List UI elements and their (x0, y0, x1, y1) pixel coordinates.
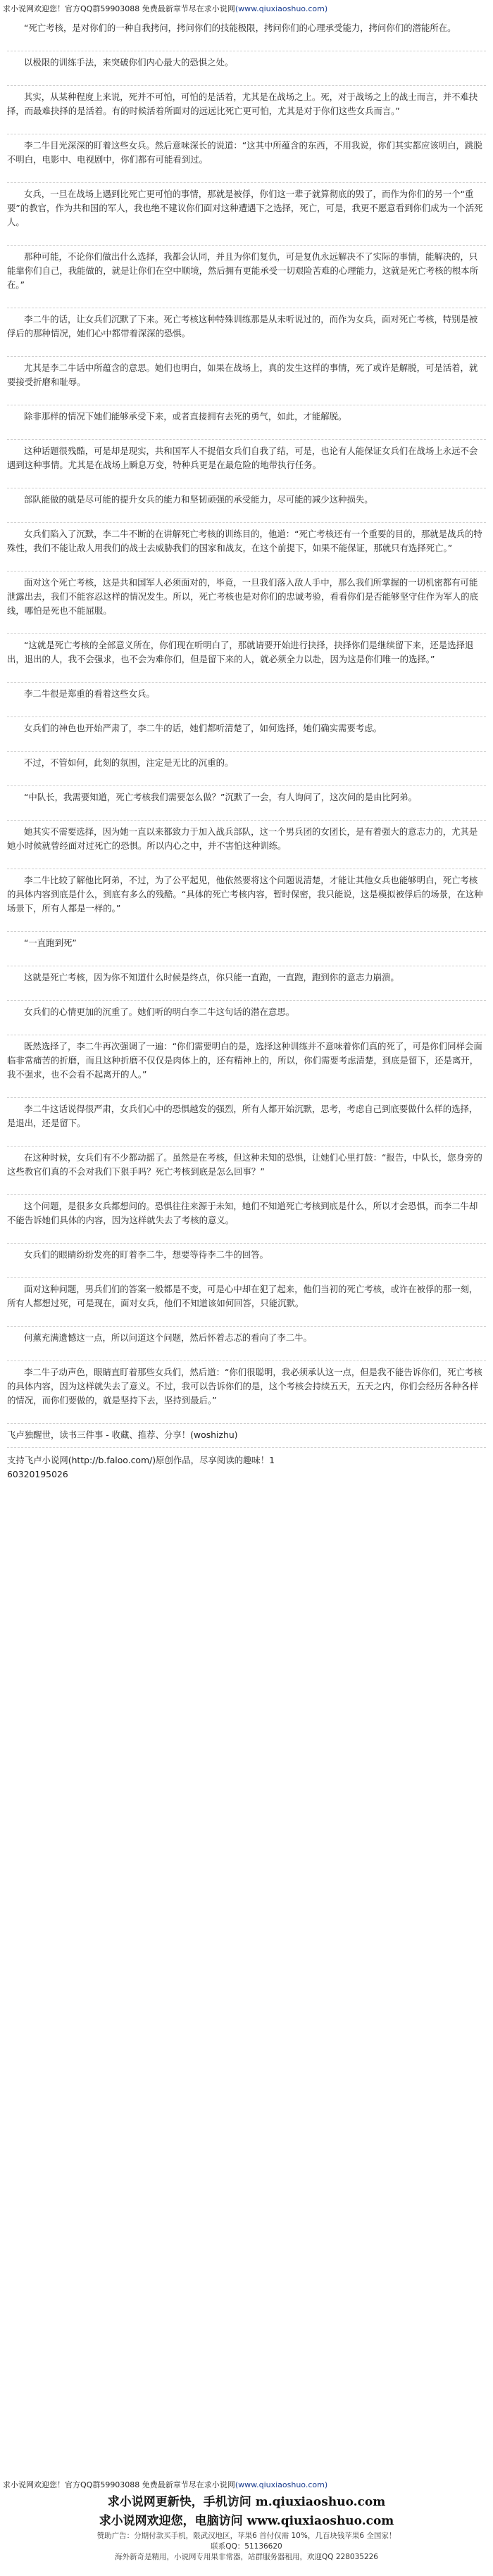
paragraph: 这种话题很残酷，可是却是现实，共和国军人不提倡女兵们自我了结，可是，也论有人能保证女兵们在战场上永远不会遇到这种事情。尤其是在战场上瞬息万变，特种兵更是在最危险的地带执行任务。 (7, 444, 486, 488)
paragraph: 女兵们陷入了沉默，李二牛不断的在讲解死亡考核的训练目的，他道：“死亡考核还有一个重要的目的，那就是战兵的特殊性，我们不能让敌人用我们的战士去威胁我们的国家和战友，在这个前提下，如果不能保证，那就只有选择死亡。” (7, 527, 486, 572)
paragraph: 李二牛很是郑重的看着这些女兵。 (7, 687, 486, 717)
contact-qq: 联系QQ：51136620 (211, 2542, 282, 2551)
paragraph: 女兵们的神色也开始严肃了，李二牛的话，她们都听清楚了，如何选择，她们确实需要考虑。 (7, 721, 486, 752)
site-header (0, 0, 493, 18)
paragraph: 李二牛目光深深的盯着这些女兵。然后意味深长的说道：“这其中所蕴含的东西，不用我说，你们其实都应该明白，跳脱不明白，电影中、电视剧中，你们都有可能看到过。 (7, 139, 486, 183)
site-header-text: 求小说网欢迎您！官方QQ群59903088 免费最新章节尽在求小说网 (3, 4, 235, 13)
paragraph: 面对这种问题，男兵们们的答案一般都是不变，可是心中却在犯了起来，他们当初的死亡考核，或许在被俘的那一刻，所有人都想过死，可是现在，面对女兵，他们不知道该如何回答，只能沉默。 (7, 1282, 486, 1327)
site-footer (0, 2477, 493, 2563)
source-note: 支持飞卢小说网(http://b.faloo.com/)原创作品，尽享阅读的趣味！1 60320195026 (7, 1455, 275, 1479)
site-header-url[interactable]: (www.qiuxiaoshuo.com) (235, 4, 328, 13)
hosting-ad: 海外新奇是精用，小说网专用果非常器，站群服务器租用，欢迎QQ 228035226 (115, 2553, 378, 2561)
footer-site-line: 求小说网欢迎您！官方QQ群59903088 免费最新章节尽在求小说网(www.qiuxiaoshuo.com) (3, 2480, 328, 2489)
share-note: 飞卢独醒世，读书三件事 - 收藏、推荐、分享！(woshizhu) (7, 1429, 238, 1440)
paragraph: 那种可能，不论你们做出什么选择，我都会认同，并且为你们复仇，可是复仇永远解决不了实际的事情，能解决的，只能靠你们自己，我能做的，就是让你们在空中顺境，然后拥有更能承受一切艰险苦难的心理能力，这就是死亡考核的根本所在。” (7, 250, 486, 308)
paragraph: 何薰充满遗憾这一点，所以问道这个问题，然后怀着忐忑的看向了李二牛。 (7, 1331, 486, 1361)
paragraph: 李二牛比较了解他比阿弟，不过，为了公平起见，他依然要将这个问题说清楚，才能让其他女兵也能够明白，死亡考核的具体内容到底是什么，到底有多么的残酷。“具体的死亡考核内容，暂时保密，我只能说，这是模拟被俘后的场景，在这种场景下，所有人都是一样的。” (7, 873, 486, 932)
paragraph: “死亡考核，是对你们的一种自我拷问，拷问你们的技能极限，拷问你们的心理承受能力，拷问你们的潜能所在。 (7, 21, 486, 51)
paragraph: 部队能做的就是尽可能的提升女兵的能力和坚韧顽强的承受能力，尽可能的减少这种损失。 (7, 493, 486, 523)
paragraph: 这就是死亡考核，因为你不知道什么时候是终点，你只能一直跑，一直跑，跑到你的意志力崩溃。 (7, 971, 486, 1001)
mobile-access-line[interactable]: 求小说网更新快，手机访问 m.qiuxiaoshuo.com (107, 2495, 386, 2509)
paragraph: 女兵们的心情更加的沉重了。她们听的明白李二牛这句话的潜在意思。 (7, 1005, 486, 1035)
paragraph: 李二牛的话，让女兵们沉默了下来。死亡考核这种特殊训练那是从未听说过的，而作为女兵，面对死亡考核，特别是被俘后的那种情况，她们心中都带着深深的恐惧。 (7, 312, 486, 357)
paragraph: “中队长，我需要知道，死亡考核我们需要怎么做？”沉默了一会，有人询问了，这次问的是由比阿弟。 (7, 790, 486, 821)
paragraph: 这个问题，是很多女兵都想问的。恐惧往往来源于未知，她们不知道死亡考核到底是什么，所以才会恐惧，而李二牛却不能告诉她们具体的内容，因为这样就失去了考核的意义。 (7, 1199, 486, 1244)
paragraph: 其实，从某种程度上来说，死并不可怕，可怕的是活着，尤其是在战场之上。死，对于战场之上的战士而言，并不难抉择，而最难抉择的是活着。有的时候活着所面对的远远比死亡更可怕，尤其是对于你们这些女兵而言。” (7, 90, 486, 134)
paragraph: 女兵，一旦在战场上遇到比死亡更可怕的事情，那就是被俘，你们这一辈子就算彻底的毁了，而作为你们的另一个“重要”的教官，作为共和国的军人，我也绝不建议你们面对这种遭遇下之选择，死亡，可是，我更不愿意看到你们成为一个活死人。 (7, 187, 486, 246)
paragraph: “一直跑到死” (7, 936, 486, 966)
paragraph: 以极限的训练手法，来突破你们内心最大的恐惧之处。 (7, 56, 486, 86)
paragraph: 李二牛这话说得很严肃，女兵们心中的恐惧越发的强烈，所有人都开始沉默，思考，考虑自己到底要做什么样的选择，是退出，还是留下。 (7, 1102, 486, 1147)
paragraph: 李二牛子动声色，眼睛直盯着那些女兵们，然后道：“你们很聪明，我必须承认这一点，但是我不能告诉你们，死亡考核的具体内容，因为这样就失去了意义。不过，我可以告诉你们的是，这个考核会持续五天，五天之内，你们会经历各种各样的情况，而你们要做的，就是坚持下去，坚持到最后。” (7, 1365, 486, 1424)
paragraph: 除非那样的情况下她们能够承受下来，或者直接拥有去死的勇气，如此，才能解脱。 (7, 410, 486, 440)
paragraph: 尤其是李二牛话中所蕴含的意思。她们也明白，如果在战场上，真的发生这样的事情，死了或许是解脱，可是活着，就要接受折磨和耻辱。 (7, 361, 486, 405)
paragraph: “这就是死亡考核的全部意义所在，你们现在听明白了，那就请要开始进行抉择，抉择你们是继续留下来，还是选择退出，退出的人，我不会强求，也不会为难你们，但是留下来的人，就必须全力以赴，因为这是你们唯一的选择。” (7, 638, 486, 683)
paragraph: 她其实不需要选择，因为她一直以来都致力于加入战兵部队，这一个男兵团的女团长，是有着强大的意志力的，尤其是她小时候就曾经面对过死亡的恐惧。所以内心之中，并不害怕这种训练。 (7, 825, 486, 869)
article-body (7, 21, 486, 1486)
sponsor-ad: 赞助广告：分期付款买手机，限武汉地区，苹果6 首付仅需 10%，几百块钱苹果6 全国家！ (96, 2532, 397, 2540)
paragraph: 在这种时候，女兵们有不少都动摇了。虽然是在考核，但这种未知的恐惧，让她们心里打鼓：“报告，中队长，您身旁的这些教官们真的不会对我们下狠手吗？死亡考核到底是怎么回事？” (7, 1151, 486, 1195)
footer-site-url[interactable]: (www.qiuxiaoshuo.com) (235, 2480, 328, 2489)
paragraph: 既然选择了，李二牛再次强调了一遍：“你们需要明白的是，选择这种训练并不意味着你们真的死了，可是你们同样会面临非常痛苦的折磨，而且这种折磨不仅仅是肉体上的，还有精神上的，所以，你们需要考虑清楚，到底是留下，还是离开，我不强求，也不会看不起离开的人。” (7, 1040, 486, 1098)
paragraph: 面对这个死亡考核，这是共和国军人必须面对的，毕竟，一旦我们落入敌人手中，那么我们所掌握的一切机密都有可能泄露出去，我们不能容忍这样的情况发生。所以，死亡考核也是对你们的忠诚考验，看看你们是否能够坚守住作为军人的底线，哪怕是死也不能屈服。 (7, 576, 486, 634)
desktop-access-line[interactable]: 求小说网欢迎您，电脑访问 www.qiuxiaoshuo.com (99, 2514, 394, 2528)
paragraph: 女兵们的眼睛纷纷发亮的盯着李二牛，想要等待李二牛的回答。 (7, 1248, 486, 1278)
divider (7, 1446, 486, 1448)
paragraph: 不过，不管如何，此刻的氛围，注定是无比的沉重的。 (7, 756, 486, 786)
